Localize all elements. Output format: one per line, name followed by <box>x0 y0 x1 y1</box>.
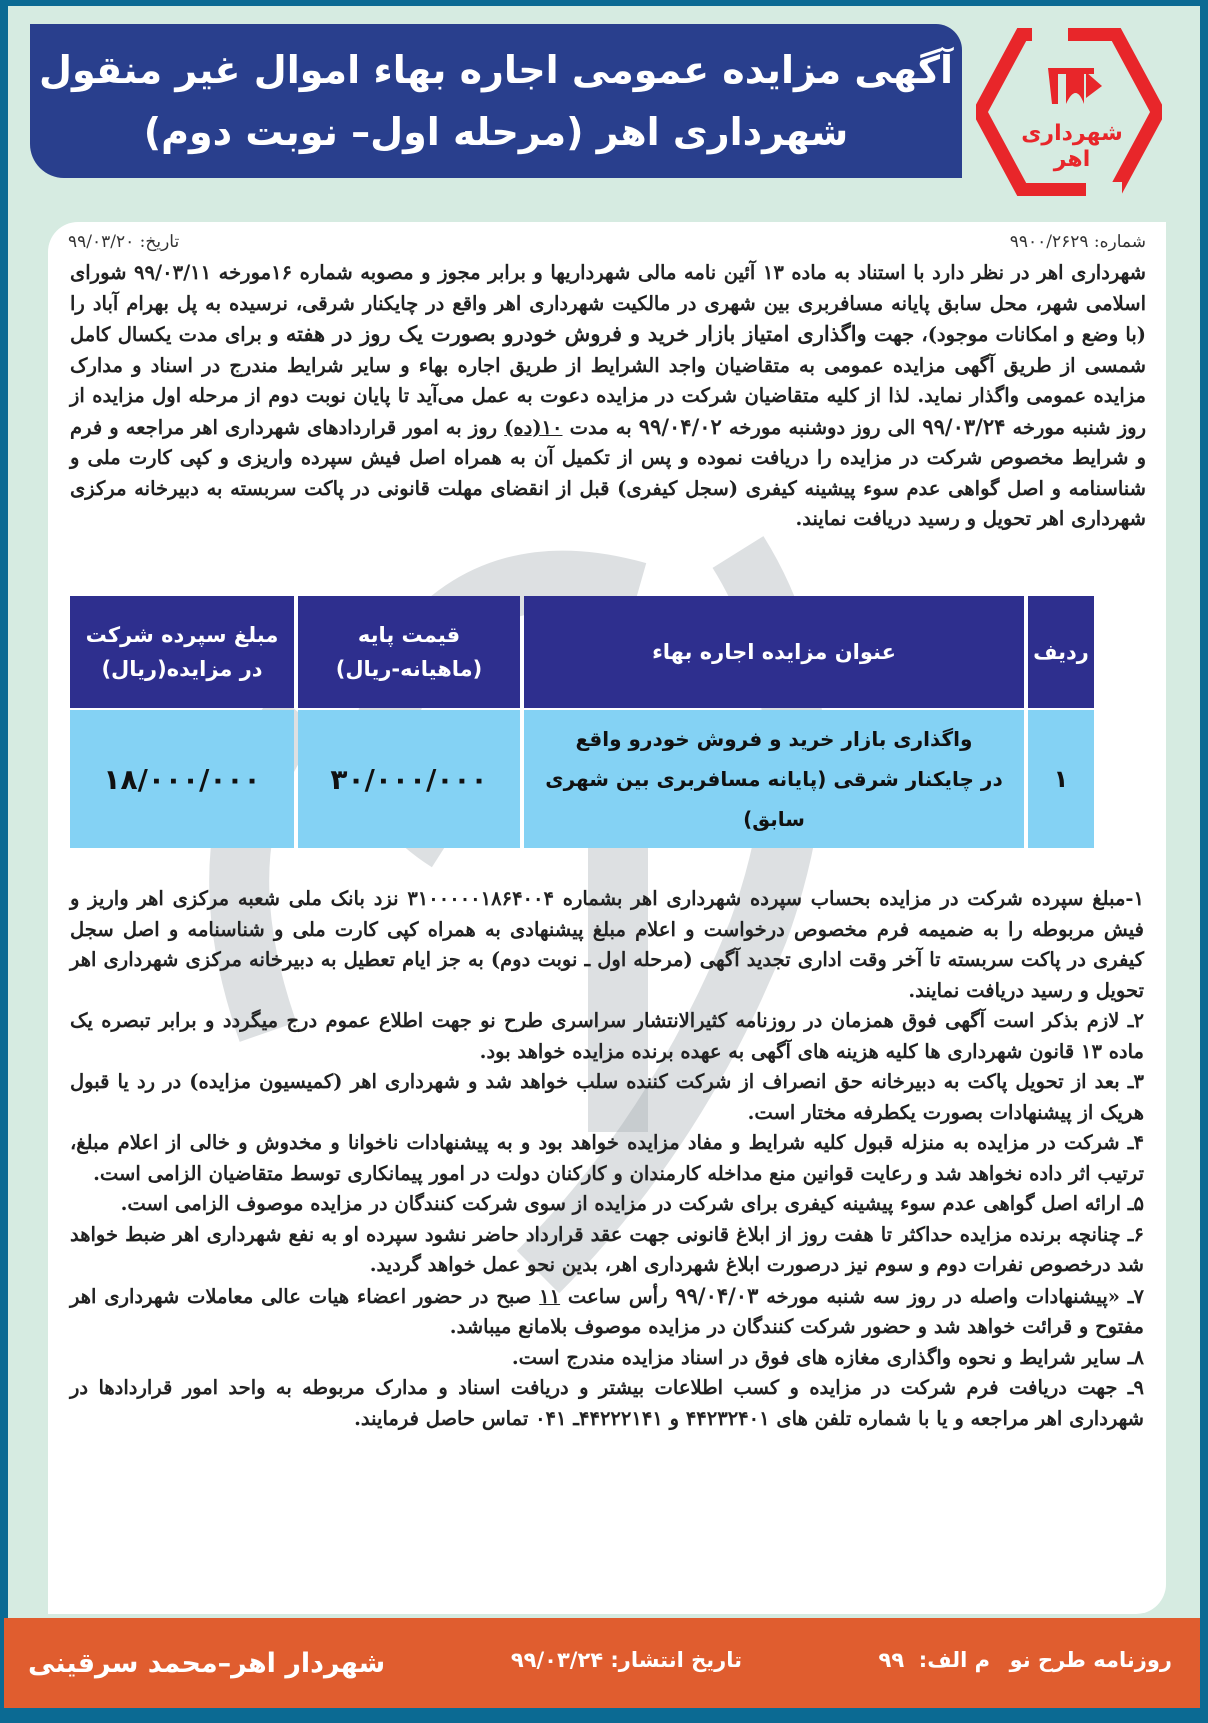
newspaper-name: روزنامه طرح نو <box>1009 1648 1172 1672</box>
term-5: ۵ـ ارائه اصل گواهی عدم سوء پیشینه کیفری برای شرکت در مزایده از سوی شرکت کنندگان در مزایده موصوف الزامی است. <box>120 1192 1144 1215</box>
document-body <box>48 222 1166 1614</box>
term-4: ۴ـ شرکت در مزایده به منزله قبول کلیه شرایط و مفاد مزایده خواهد بود و به پیشنهادات ناخوانا و مخدوش و خالی از اعلام مبلغ، ترتیب اثر داده نخواهد شد و رعایت قوانین منع مداخله کارمندان و کارکنان دولت در امور پیمانکاری توسط متقاضیان الزامی است. <box>70 1131 1144 1185</box>
cell-base-price: ۳۰/۰۰۰/۰۰۰ <box>298 710 520 848</box>
header-title: عنوان مزایده اجاره بهاء <box>524 596 1024 708</box>
terms-list <box>70 884 1144 1434</box>
reference-number: شماره: ۹۹۰۰/۲۶۲۹ <box>1009 232 1146 252</box>
header-deposit: مبلغ سپرده شرکت در مزایده(ریال) <box>70 596 294 708</box>
svg-text:اهر: اهر <box>1053 147 1091 172</box>
header-banner <box>30 24 962 178</box>
page-title-line1: آگهی مزایده عمومی اجاره بهاء اموال غیر منقول <box>38 48 954 92</box>
header-row: ردیف <box>1028 596 1094 708</box>
municipality-logo <box>976 28 1162 196</box>
auction-table <box>70 596 1116 846</box>
reference-row <box>68 232 1146 252</box>
cell-deposit: ۱۸/۰۰۰/۰۰۰ <box>70 710 294 848</box>
issue-number: م الف: ۹۹ <box>878 1648 990 1672</box>
term-3: ۳ـ بعد از تحویل پاکت به دبیرخانه حق انصراف از شرکت کننده سلب خواهد شد و شهرداری اهر (کمیسیون مزایده) در رد یا قبول هریک از پیشنهادات بصورت یکطرفه مختار است. <box>70 1070 1144 1124</box>
cell-row: ۱ <box>1028 710 1094 848</box>
term-8: ۸ـ سایر شرایط و نحوه واگذاری مغازه های فوق در اسناد مزایده مندرج است. <box>511 1345 1144 1369</box>
reference-date: تاریخ: ۹۹/۰۳/۲۰ <box>68 232 180 252</box>
header-base-price: قیمت پایه (ماهیانه-ریال) <box>298 596 520 708</box>
mayor-signature: شهردار اهر–محمد سرقینی <box>28 1648 386 1679</box>
svg-text:شهرداری: شهرداری <box>1021 121 1123 146</box>
hexagon-logo-icon <box>976 28 1162 196</box>
publication-date: تاریخ انتشار: ۹۹/۰۳/۲۴ <box>510 1648 742 1672</box>
term-6: ۶ـ چنانچه برنده مزایده حداکثر تا هفت روز از ابلاغ قانونی جهت عقد قرارداد حاضر نشود سپرده او به نفع شهرداری اهر ضبط خواهد شد درخصوص نفرات دوم و سوم نیز درصورت ابلاغ شهرداری اهر، بدین نحو عمل خواهد گردید. <box>70 1222 1144 1276</box>
term-7: ۷ـ «پیشنهادات واصله در روز سه شنبه مورخه ۹۹/۰۴/۰۳ رأس ساعت ۱۱ صبح در حضور اعضاء هیات عالی معاملات شهرداری اهر مفتوح و قرائت خواهد شد و حضور شرکت کنندگان در مزایده موصوف بلامانع میباشد. <box>70 1282 1144 1338</box>
footer-bar <box>4 1618 1200 1708</box>
term-9: ۹ـ جهت دریافت فرم شرکت در مزایده و کسب اطلاعات بیشتر و دریافت اسناد و مدارک مربوطه به واحد امور قراردادها در شهرداری اهر مراجعه و یا با شماره تلفن های ۴۴۲۳۲۴۰۱ و ۴۴۲۲۲۱۴۱ـ ۰۴۱ تماس حاصل فرمایند. <box>70 1376 1144 1430</box>
term-1: ۱-مبلغ سپرده شرکت در مزایده بحساب سپرده شهرداری اهر بشماره ۳۱۰۰۰۰۰۱۸۶۴۰۰۴ نزد بانک ملی شعبه مرکزی اهر واریز و فیش مربوطه را به ضمیمه فرم مخصوص درخواست و اعلام مبلغ پیشنهادی به همراه کپی کارت ملی و شناسنامه و اصل سجل کیفری در پاکت سربسته تا آخر وقت اداری تجدید آگهی (مرحله اول ـ نوبت دوم) به جز ایام تعطیل به دبیرخانه مرکزی شهرداری اهر تحویل و رسید دریافت نمایند. <box>70 887 1144 1002</box>
cell-title: واگذاری بازار خرید و فروش خودرو واقع در چایکنار شرقی (پایانه مسافربری بین شهری سابق) <box>524 710 1024 848</box>
intro-paragraph: شهرداری اهر در نظر دارد با استناد به ماده ۱۳ آئین نامه مالی شهرداریها و برابر مجوز و مصوبه شماره ۱۶مورخه ۹۹/۰۳/۱۱ شورای اسلامی شهر، محل سابق پایانه مسافربری بین شهری در مالکیت شهرداری اهر واقع در چایکنار شرقی، نرسیده به پل بهرام آباد را (با وضع و امکانات موجود)، جهت واگذاری امتیاز بازار خرید و فروش خودرو بصورت یک روز در هفته و برای مدت یکسال کامل شمسی از طریق آگهی مزایده عمومی به متقاضیان واجد الشرایط از طریق اجاره بهاء و سایر شرایط مندرج در اسناد و مدارک مزایده عمومی واگذار نماید. لذا از کلیه متقاضیان شرکت در مزایده دعوت به عمل می‌آید تا پایان نوبت دوم از مرحله اول مزایده از روز شنبه مورخه ۹۹/۰۳/۲۴ الی روز دوشنبه مورخه ۹۹/۰۴/۰۲ به مدت ۱۰(ده) روز به امور قراردادهای شهرداری اهر مراجعه و فرم و شرایط مخصوص شرکت در مزایده را دریافت نموده و پس از تکمیل آن به همراه اصل فیش سپرده واریزی و کپی کارت ملی و شناسنامه و اصل گواهی عدم سوء پیشینه کیفری (سجل کیفری) قبل از انقضای مهلت قانونی در پاکت سربسته به دبیرخانه مرکزی شهرداری اهر تحویل و رسید دریافت نمایند. <box>70 261 1147 530</box>
term-2: ۲ـ لازم بذکر است آگهی فوق همزمان در روزنامه کثیرالانتشار سراسری طرح نو جهت اطلاع عموم درج میگردد و برابر تبصره یک ماده ۱۳ قانون شهرداری ها کلیه هزینه های آگهی به عهده برنده مزایده خواهد بود. <box>70 1009 1144 1063</box>
page-title-line2: شهرداری اهر (مرحله اول– نوبت دوم) <box>143 110 849 154</box>
